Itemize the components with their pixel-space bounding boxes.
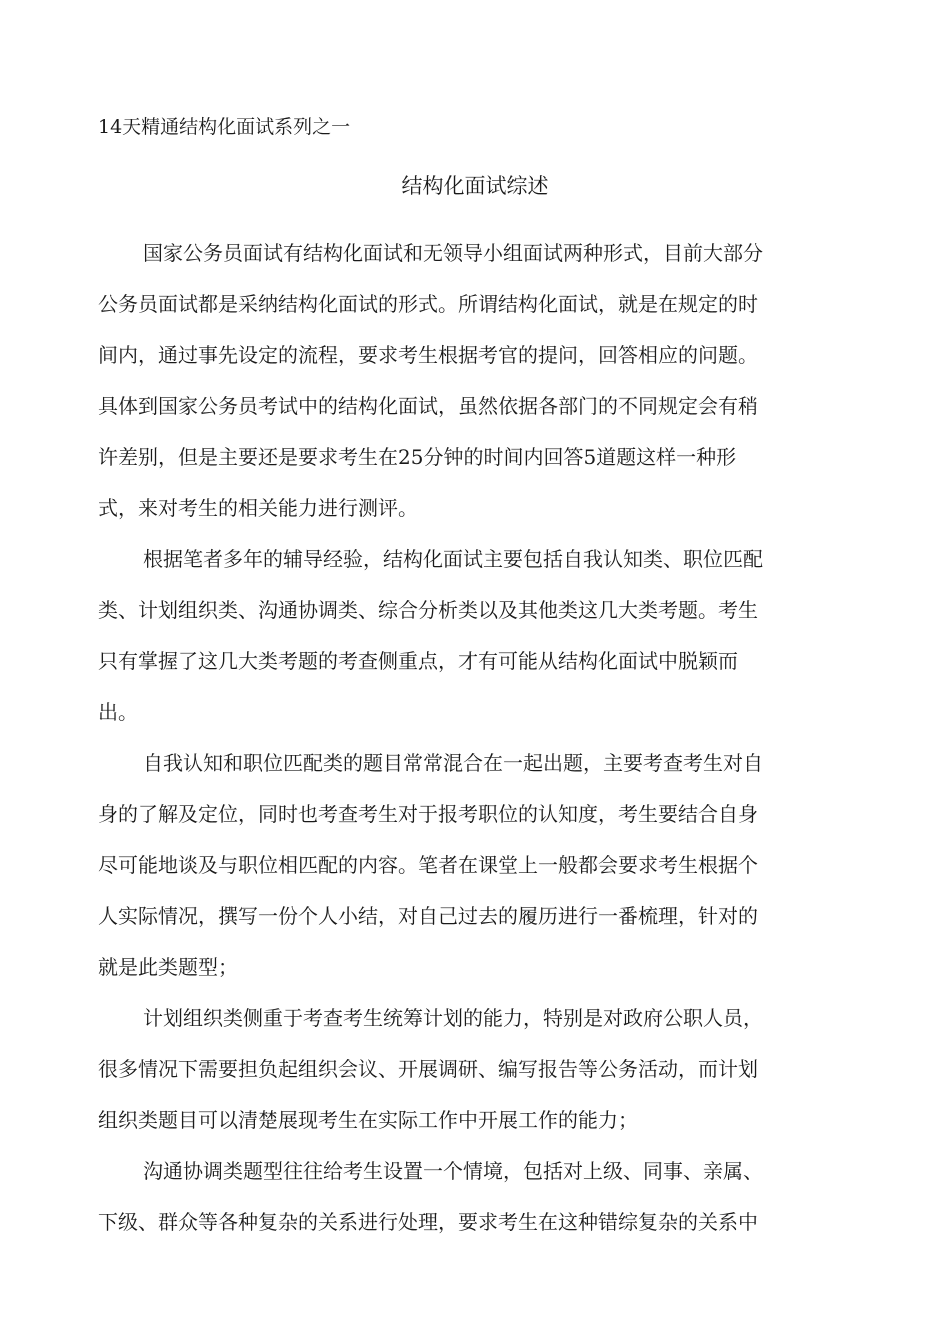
paragraph-1-line-3: 间内，通过事先设定的流程，要求考生根据考官的提问，回答相应的问题。 [98, 343, 758, 367]
series-title: 14天精通结构化面试系列之一 [98, 116, 351, 138]
paragraph-1-line-5: 许差别，但是主要还是要求考生在25分钟的时间内回答5道题这样一种形 [98, 445, 737, 469]
paragraph-2-line-3: 只有掌握了这几大类考题的考查侧重点，才有可能从结构化面试中脱颖而 [98, 649, 738, 673]
paragraph-4-line-3: 组织类题目可以清楚展现考生在实际工作中开展工作的能力； [98, 1108, 638, 1132]
paragraph-5-line-1: 沟通协调类题型往往给考生设置一个情境，包括对上级、同事、亲属、 [143, 1159, 763, 1183]
paragraph-5-line-2: 下级、群众等各种复杂的关系进行处理，要求考生在这种错综复杂的关系中 [98, 1210, 758, 1234]
document-title: 结构化面试综述 [401, 174, 549, 198]
paragraph-1-line-2: 公务员面试都是采纳结构化面试的形式。所谓结构化面试，就是在规定的时 [98, 292, 758, 316]
paragraph-3-line-5: 就是此类题型； [98, 955, 238, 979]
paragraph-3-line-4: 人实际情况，撰写一份个人小结，对自己过去的履历进行一番梳理，针对的 [98, 904, 758, 928]
paragraph-3-line-1: 自我认知和职位匹配类的题目常常混合在一起出题，主要考查考生对自 [143, 751, 763, 775]
paragraph-1-line-6: 式，来对考生的相关能力进行测评。 [98, 496, 418, 520]
paragraph-3-line-3: 尽可能地谈及与职位相匹配的内容。笔者在课堂上一般都会要求考生根据个 [98, 853, 758, 877]
paragraph-3-line-2: 身的了解及定位，同时也考查考生对于报考职位的认知度，考生要结合自身 [98, 802, 758, 826]
paragraph-4-line-2: 很多情况下需要担负起组织会议、开展调研、编写报告等公务活动，而计划 [98, 1057, 758, 1081]
paragraph-2-line-2: 类、计划组织类、沟通协调类、综合分析类以及其他类这几大类考题。考生 [98, 598, 758, 622]
paragraph-1-line-4: 具体到国家公务员考试中的结构化面试，虽然依据各部门的不同规定会有稍 [98, 394, 758, 418]
paragraph-4-line-1: 计划组织类侧重于考查考生统筹计划的能力，特别是对政府公职人员， [143, 1006, 763, 1030]
paragraph-2-line-4: 出。 [98, 700, 138, 724]
paragraph-2-line-1: 根据笔者多年的辅导经验，结构化面试主要包括自我认知类、职位匹配 [143, 547, 763, 571]
paragraph-1-line-1: 国家公务员面试有结构化面试和无领导小组面试两种形式，目前大部分 [143, 241, 763, 265]
